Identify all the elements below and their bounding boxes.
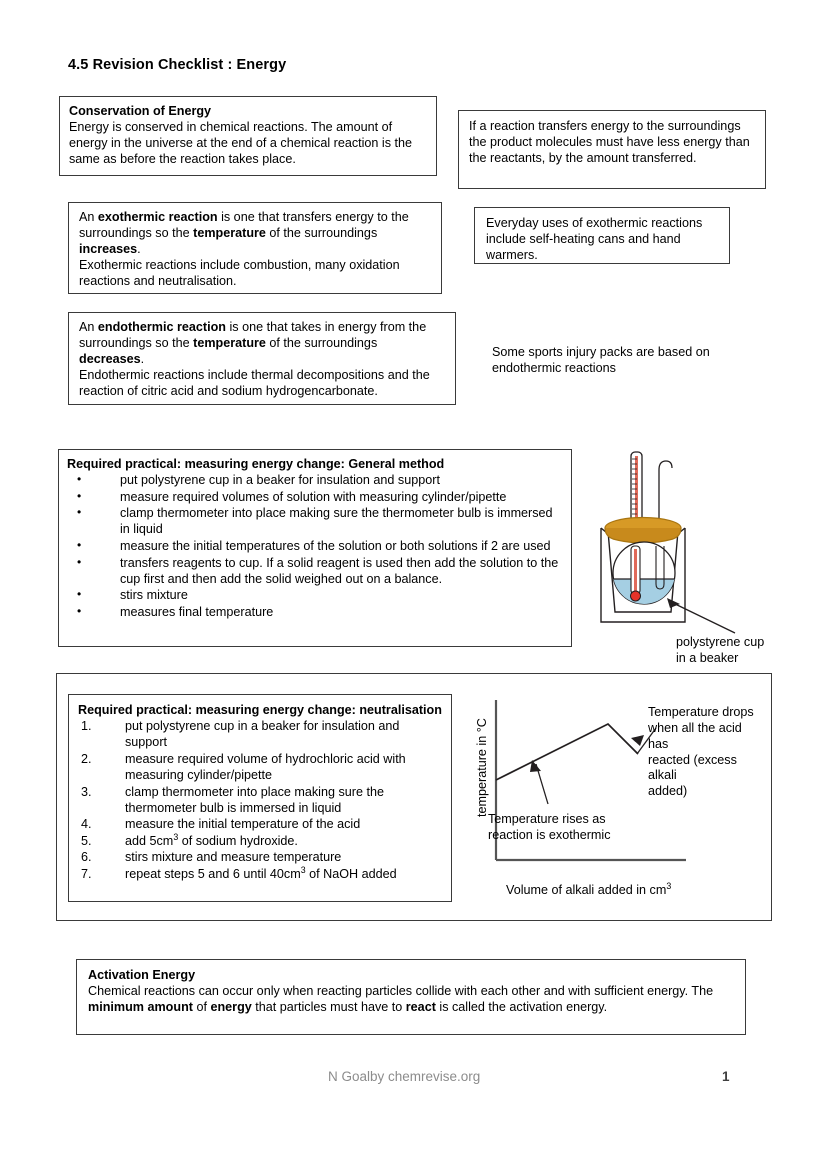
conservation-body: Energy is conserved in chemical reactions. The amount of energy in the universe at the end of a chemical reaction is the same as before the reaction takes place. — [69, 120, 413, 167]
footer-page-number: 1 — [722, 1069, 730, 1084]
list-item — [67, 604, 563, 620]
neutralisation-practical-box — [68, 694, 452, 902]
apparatus-caption-line1: polystyrene cup — [676, 635, 765, 649]
list-item-text — [125, 785, 384, 815]
thermometer-icon — [631, 452, 642, 526]
activation-energy-heading: Activation Energy — [88, 968, 196, 982]
exothermic-examples: Exothermic reactions include combustion, many oxidation reactions and neutralisation. — [79, 258, 400, 289]
page-title: 4.5 Revision Checklist : Energy — [68, 57, 287, 73]
energy-transfer-note-box — [458, 110, 766, 189]
rising-annotation-line1: Temperature rises as — [488, 812, 606, 826]
exo-b2: temperature — [193, 226, 266, 241]
magnified-inset — [613, 542, 675, 604]
stirrer-icon — [659, 461, 672, 522]
list-item-text — [125, 864, 397, 882]
chart-data-line — [496, 724, 638, 780]
general-method-list — [67, 472, 563, 620]
everyday-uses-body: Everyday uses of exothermic reactions include self-heating cans and hand warmers. — [486, 216, 703, 263]
drop-annotation-line2: when all the acid has — [648, 720, 742, 751]
drop-annotation-line1: Temperature drops — [648, 705, 754, 719]
apparatus-caption — [676, 635, 816, 666]
list-item-text: measure required volumes of solution with measuring cylinder/pipette — [120, 489, 507, 504]
endo-b2: temperature — [193, 336, 266, 351]
list-item — [67, 505, 563, 537]
everyday-uses-box — [474, 207, 730, 264]
list-item — [67, 489, 563, 505]
li-pre: clamp thermometer into place making sure the thermometer bulb is immersed in liquid — [125, 784, 384, 815]
rising-annotation-line2: reaction is exothermic — [488, 827, 611, 842]
energy-transfer-note-body: If a reaction transfers energy to the surroundings the product molecules must have less energy than the reactants, by the amount transferred. — [469, 119, 750, 166]
exo-b1: exothermic reaction — [97, 210, 218, 224]
activation-energy-body — [88, 983, 734, 1015]
list-item — [67, 555, 563, 587]
li-pre: measure required volume of hydrochloric acid with measuring cylinder/pipette — [125, 751, 406, 782]
list-item-text — [125, 817, 360, 831]
exothermic-reaction-box — [68, 202, 442, 294]
list-item-text: clamp thermometer into place making sure the thermometer bulb is immersed in liquid — [120, 506, 553, 537]
rising-annotation — [488, 812, 658, 844]
bullet-icon: • — [77, 603, 82, 618]
list-item-text: put polystyrene cup in a beaker for insulation and support — [120, 473, 440, 488]
list-item-text — [125, 719, 399, 749]
list-item-text — [125, 752, 406, 782]
list-item — [78, 718, 442, 750]
activation-energy-box — [76, 959, 746, 1035]
conservation-of-energy-box — [59, 96, 437, 176]
list-number: 6. — [81, 850, 92, 865]
drop-annotation — [648, 705, 763, 800]
endo-t4: . — [140, 352, 145, 367]
list-number: 5. — [81, 833, 92, 848]
endo-b3: decreases — [79, 352, 141, 367]
exo-b3: increases — [79, 242, 138, 257]
li-pre: repeat steps 5 and 6 until 40cm — [125, 867, 301, 882]
exo-t3: of the surroundings — [265, 226, 378, 241]
bullet-icon: • — [77, 505, 82, 520]
list-item-text: measure the initial temperatures of the solution or both solutions if 2 are used — [120, 539, 551, 554]
neutralisation-chart — [462, 694, 762, 906]
rising-annotation-arrow — [530, 760, 548, 804]
list-item — [67, 538, 563, 554]
general-method-box — [58, 449, 572, 647]
drop-annotation-line4: added) — [648, 784, 688, 799]
list-item — [67, 587, 563, 603]
x-label-text: Volume of alkali added in cm — [506, 883, 667, 897]
y-label-unit: °C — [475, 718, 489, 733]
ae-t4: is called the activation energy. — [435, 1000, 608, 1015]
endothermic-definition — [79, 319, 445, 367]
list-number: 2. — [81, 751, 92, 766]
list-item — [67, 472, 563, 488]
ae-b2: energy — [210, 1000, 252, 1015]
chart-x-axis-label — [506, 882, 671, 898]
list-number: 4. — [81, 817, 92, 832]
bullet-icon: • — [77, 472, 82, 487]
exo-t4: . — [137, 242, 141, 257]
li-pre: stirs mixture and measure temperature — [125, 850, 342, 865]
list-item — [78, 784, 442, 816]
list-number: 1. — [81, 719, 92, 734]
ae-t1: Chemical reactions can occur only when reacting particles collide with each other and with sufficient energy. The — [88, 984, 714, 999]
general-method-heading: Required practical: measuring energy change: General method — [67, 457, 445, 471]
list-item-text — [125, 850, 341, 864]
list-item-text — [125, 831, 298, 848]
drop-annotation-line3: reacted (excess alkali — [648, 752, 737, 783]
exothermic-definition — [79, 209, 431, 257]
conservation-heading: Conservation of Energy — [69, 104, 212, 118]
li-pre: add 5cm — [125, 833, 174, 848]
endothermic-examples: Endothermic reactions include thermal decompositions and the reaction of citric acid and sodium hydrogencarbonate. — [79, 368, 430, 399]
endo-t3: of the surroundings — [265, 336, 378, 351]
bullet-icon: • — [77, 554, 82, 569]
pointer-arrow — [667, 598, 735, 633]
list-item — [78, 751, 442, 783]
bullet-icon: • — [77, 538, 82, 553]
li-sup: 3 — [300, 864, 306, 875]
ae-t3: that particles must have to — [251, 1000, 406, 1015]
cup-lid — [605, 518, 681, 544]
li-post: of sodium hydroxide. — [178, 833, 298, 848]
polystyrene-cup-diagram — [588, 450, 818, 675]
exo-t1: An — [79, 210, 98, 224]
ae-t2: of — [192, 1000, 211, 1015]
li-post: of NaOH added — [305, 867, 397, 882]
list-item-text: stirs mixture — [120, 588, 188, 603]
list-number: 7. — [81, 867, 92, 882]
bullet-icon: • — [77, 488, 82, 503]
endothermic-reaction-box — [68, 312, 456, 405]
list-item — [78, 833, 442, 849]
bullet-icon: • — [77, 587, 82, 602]
list-item-text: measures final temperature — [120, 604, 274, 619]
li-sup: 3 — [173, 831, 179, 842]
apparatus-caption-line2: in a beaker — [676, 650, 739, 665]
li-pre: measure the initial temperature of the acid — [125, 817, 361, 832]
footer-attribution: N Goalby chemrevise.org — [328, 1069, 481, 1084]
endo-b1: endothermic reaction — [97, 320, 226, 334]
exo-t2: is one that transfers energy to the surroundings so the — [79, 210, 409, 241]
ae-b3: react — [405, 1000, 436, 1015]
ae-b1: minimum amount — [88, 1000, 193, 1015]
sports-injury-packs-note: Some sports injury packs are based on endothermic reactions — [492, 345, 710, 376]
neutralisation-heading: Required practical: measuring energy change: neutralisation — [78, 703, 442, 717]
list-item — [78, 816, 442, 832]
li-pre: put polystyrene cup in a beaker for insulation and support — [125, 719, 400, 750]
neutralisation-list — [78, 718, 442, 882]
list-item — [78, 866, 442, 882]
endo-t2: is one that takes in energy from the surroundings so the — [79, 320, 427, 351]
y-label-text: temperature in — [475, 732, 489, 817]
list-item — [78, 849, 442, 865]
endo-t1: An — [79, 320, 98, 334]
x-label-sup: 3 — [666, 880, 672, 891]
list-item-text: transfers reagents to cup. If a solid reagent is used then add the solution to the cup first and then add the solid weighed out on a balance. — [120, 555, 559, 586]
list-number: 3. — [81, 784, 92, 799]
